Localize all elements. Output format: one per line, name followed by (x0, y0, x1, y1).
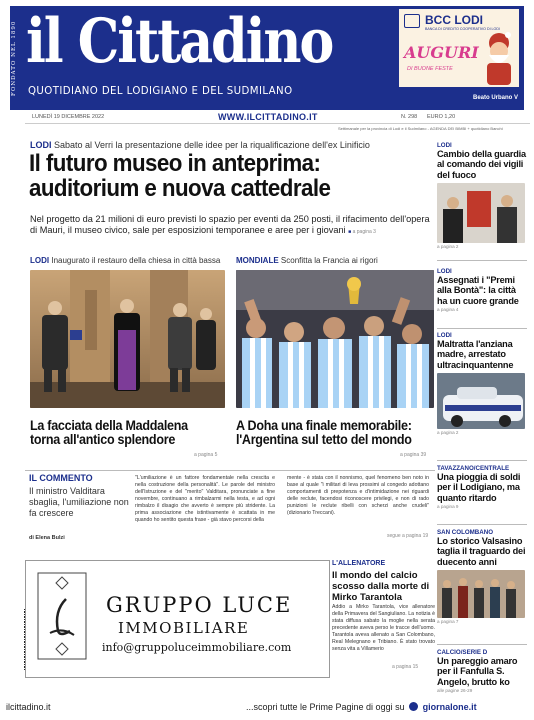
issue-price: EURO 1,20 (427, 114, 456, 120)
allenatore-kicker: L'ALLENATORE (332, 560, 386, 567)
right-story-arrest[interactable] (437, 332, 527, 435)
right-story-title: Assegnati i "Premi alla Bontà": la città ha un cuore grande (437, 275, 519, 306)
commentary-author: di Elena Bulzi (29, 535, 65, 541)
church-ceremony-illustration (30, 270, 225, 408)
lead-subhead (30, 214, 435, 238)
lead-page-ref (348, 229, 376, 235)
divider (437, 260, 527, 261)
footer-brand: giornalone.it (422, 702, 477, 712)
right-story-title: Cambio della guardia al comando dei vigili del fuoco (437, 149, 526, 180)
photo-right-title-line-1: A Doha una finale memorabile: (236, 418, 412, 433)
photo-left-page-ref: a pagina 5 (194, 452, 218, 458)
newspaper-tagline: QUOTIDIANO DEL LODIGIANO E DEL SUDMILANO (28, 86, 293, 97)
commentary-column-2: mente - è stata con il nonnismo, quel fenomeno ben noto in base al quale "i militari di leva prossimi al congedo adottano comportamenti di prepotenza e d'intimidazione nei riguardi delle reclute, facendosi riconoscere privilegi, e non di rado punizioni le reclute ribelli con scherzi anche crudeli" (dizionario Treccani). (287, 475, 429, 516)
allenatore-story[interactable] (332, 560, 435, 670)
right-story-page: a pagina 2 (437, 429, 459, 435)
photo-left-kicker (30, 256, 230, 267)
photo-story-right[interactable] (236, 256, 436, 458)
photo-left-kicker-label: LODI (30, 256, 50, 265)
right-story-kicker: LODI (437, 142, 452, 149)
lead-headline-line-2: auditorium e nuova cattedrale (29, 175, 331, 202)
footer-promo[interactable] (246, 702, 477, 712)
right-story-page: alle pagine 26-29 (437, 687, 473, 693)
argentina-celebration-photo (236, 270, 434, 408)
photo-right-kicker-text: Sconfitta la Francia ai rigori (280, 256, 378, 265)
photo-story-left[interactable] (30, 256, 230, 458)
lead-kicker (30, 140, 370, 150)
allenatore-body (332, 604, 435, 653)
photo-right-kicker (236, 256, 436, 267)
right-story-firefighters[interactable] (437, 142, 527, 249)
bank-logo-icon (404, 14, 420, 28)
dateline-bar (25, 112, 530, 124)
ad-subtitle: IMMOBILIARE (118, 619, 250, 637)
ad-email[interactable]: info@gruppoluceimmobiliare.com (102, 641, 292, 654)
photo-left-title[interactable] (30, 419, 188, 447)
allenatore-title[interactable]: Il mondo del calcio scosso dalla morte di Mirko Tarantola (332, 570, 430, 603)
credit-line: Settimanale per la provincia di Lodi e il Sudmilano - AGENDA DEI BIMBI + quotidiano Banchi (338, 126, 503, 131)
website-link[interactable]: WWW.ILCITTADINO.IT (218, 112, 318, 122)
ad-greeting: AUGURI (404, 43, 479, 62)
footer-site-link[interactable]: ilcittadino.it (6, 702, 51, 712)
photo-left-title-line-1: La facciata della Maddalena (30, 418, 188, 433)
right-story-bonta[interactable] (437, 268, 527, 312)
police-car-illustration (437, 373, 525, 429)
right-story-page: a pagina 4 (437, 306, 459, 312)
right-story-kicker: CALCIO/SERIE D (437, 649, 488, 656)
photo-left-title-line-2: torna all'antico splendore (30, 432, 176, 447)
right-story-kicker: SAN COLOMBANO (437, 529, 494, 536)
lead-headline[interactable] (29, 151, 410, 201)
commentary-title[interactable]: Il ministro Valditara sbaglia, l'umiliazione non fa crescere (29, 486, 129, 518)
allenatore-body-text: Addio a Mirko Tarantola, vice allenatore della Primavera del Sangiuliano. La notizia è stata diffusa sabato la moglie nella serata precedente aveva perso le tracce dell'uomo. Tarantola aveva allenato a San Colombano, Real Melegnano e Tribiano. È stato trovato senza vita a Villamerio (332, 604, 435, 652)
divider (437, 328, 527, 329)
santa-illustration-icon (479, 29, 519, 87)
firefighters-photo (437, 183, 525, 243)
lead-subhead-text: Nel progetto da 21 milioni di euro previsti lo spazio per eventi da 250 posti, il rifacimento dell'opera di Mauri, il museo civico, sale per esposizioni temporanee e aree per i giovani (30, 214, 430, 235)
police-car-photo (437, 373, 525, 429)
footer-bar (0, 698, 534, 720)
photo-right-title-line-2: l'Argentina sul tetto del mondo (236, 432, 412, 447)
right-story-kicker: LODI (437, 332, 452, 339)
photo-left-kicker-text: Inaugurato il restauro della chiesa in città bassa (51, 256, 221, 265)
group-photo (437, 570, 525, 618)
issue-date: LUNEDÌ 19 DICEMBRE 2022 (32, 114, 105, 120)
divider (437, 644, 527, 645)
newspaper-title: il Cittadino (26, 6, 333, 77)
footer-promo-text: ...scopri tutte le Prime Pagine di oggi su (246, 702, 405, 712)
right-story-fanfulla[interactable] (437, 649, 527, 693)
issue-number: N. 298 (401, 114, 418, 120)
photo-right-page-ref: a pagina 39 (400, 452, 427, 458)
giornalone-logo-icon (409, 702, 418, 711)
group-photo-illustration (437, 570, 525, 618)
divider (437, 460, 527, 461)
right-story-funding[interactable] (437, 465, 527, 509)
firefighters-illustration (437, 183, 525, 243)
masthead (10, 6, 524, 110)
ad-brand: BCC LODI (425, 13, 483, 27)
photo-right-kicker-label: MONDIALE (236, 256, 279, 265)
right-story-title: Una pioggia di soldi per il Lodigiano, ma quanto ritardo (437, 472, 521, 503)
page-arrow-icon: ■ (348, 229, 352, 235)
right-story-kicker: TAVAZZANO/CENTRALE (437, 465, 510, 472)
lead-page-text: a pagina 3 (352, 229, 376, 235)
divider (437, 524, 527, 525)
right-story-title: Lo storico Valsasino taglia il traguardo dei duecento anni (437, 536, 526, 567)
right-story-valsasino[interactable] (437, 529, 527, 624)
lead-kicker-label: LODI (30, 140, 52, 150)
commentary-section[interactable] (25, 470, 435, 558)
founded-year: FONDATO NEL 1890 (11, 20, 17, 96)
church-facade-photo (30, 270, 225, 408)
masthead-ad[interactable] (398, 8, 520, 88)
gruppo-luce-logo-icon (36, 571, 88, 661)
right-story-title: Maltratta l'anziana madre, arrestato ultracinquantenne (437, 339, 514, 370)
commentary-page-ref: segue a pagina 19 (387, 533, 429, 539)
world-cup-celebration-illustration (236, 270, 434, 408)
right-story-kicker: LODI (437, 268, 452, 275)
photo-right-title[interactable] (236, 419, 412, 447)
gruppo-luce-ad[interactable] (25, 560, 330, 678)
right-story-page: a pagina 7 (437, 618, 459, 624)
ad-greeting-sub: DI BUONE FESTE (407, 66, 453, 72)
commentary-kicker: IL COMMENTO (29, 473, 93, 483)
right-story-title: Un pareggio amaro per il Fanfulla S. Angelo, brutto ko (437, 656, 518, 687)
lead-kicker-text: Sabato al Verri la presentazione delle idee per la riqualificazione dell'ex Linificio (54, 140, 370, 150)
ad-title: GRUPPO LUCE (106, 593, 293, 617)
allenatore-page-ref: a pagina 15 (392, 664, 419, 670)
right-story-page: a pagina 9 (437, 503, 459, 509)
saint-of-the-day: Beato Urbano V (472, 95, 518, 101)
lead-headline-line-1: Il futuro museo in anteprima: (29, 150, 321, 177)
commentary-column-1: "L'umiliazione è un fattore fondamentale nella crescita e nella costruzione della personalità". Le parole del ministro dell'Istruzione e del "merito" Valditara, pronunciate a fine novembre, continuano a rimbalzarmi nella testa, e ad ogni rimbalzo il disagio che avverto è sempre più stridente. La prima associazione che istintivamente è scattata in me quando ho sentito questa frase - già stavo percorsi della (135, 475, 275, 523)
right-story-page: a pagina 2 (437, 243, 459, 249)
ad-brand-sub: BANCA DI CREDITO COOPERATIVO DI LODI (425, 27, 500, 31)
